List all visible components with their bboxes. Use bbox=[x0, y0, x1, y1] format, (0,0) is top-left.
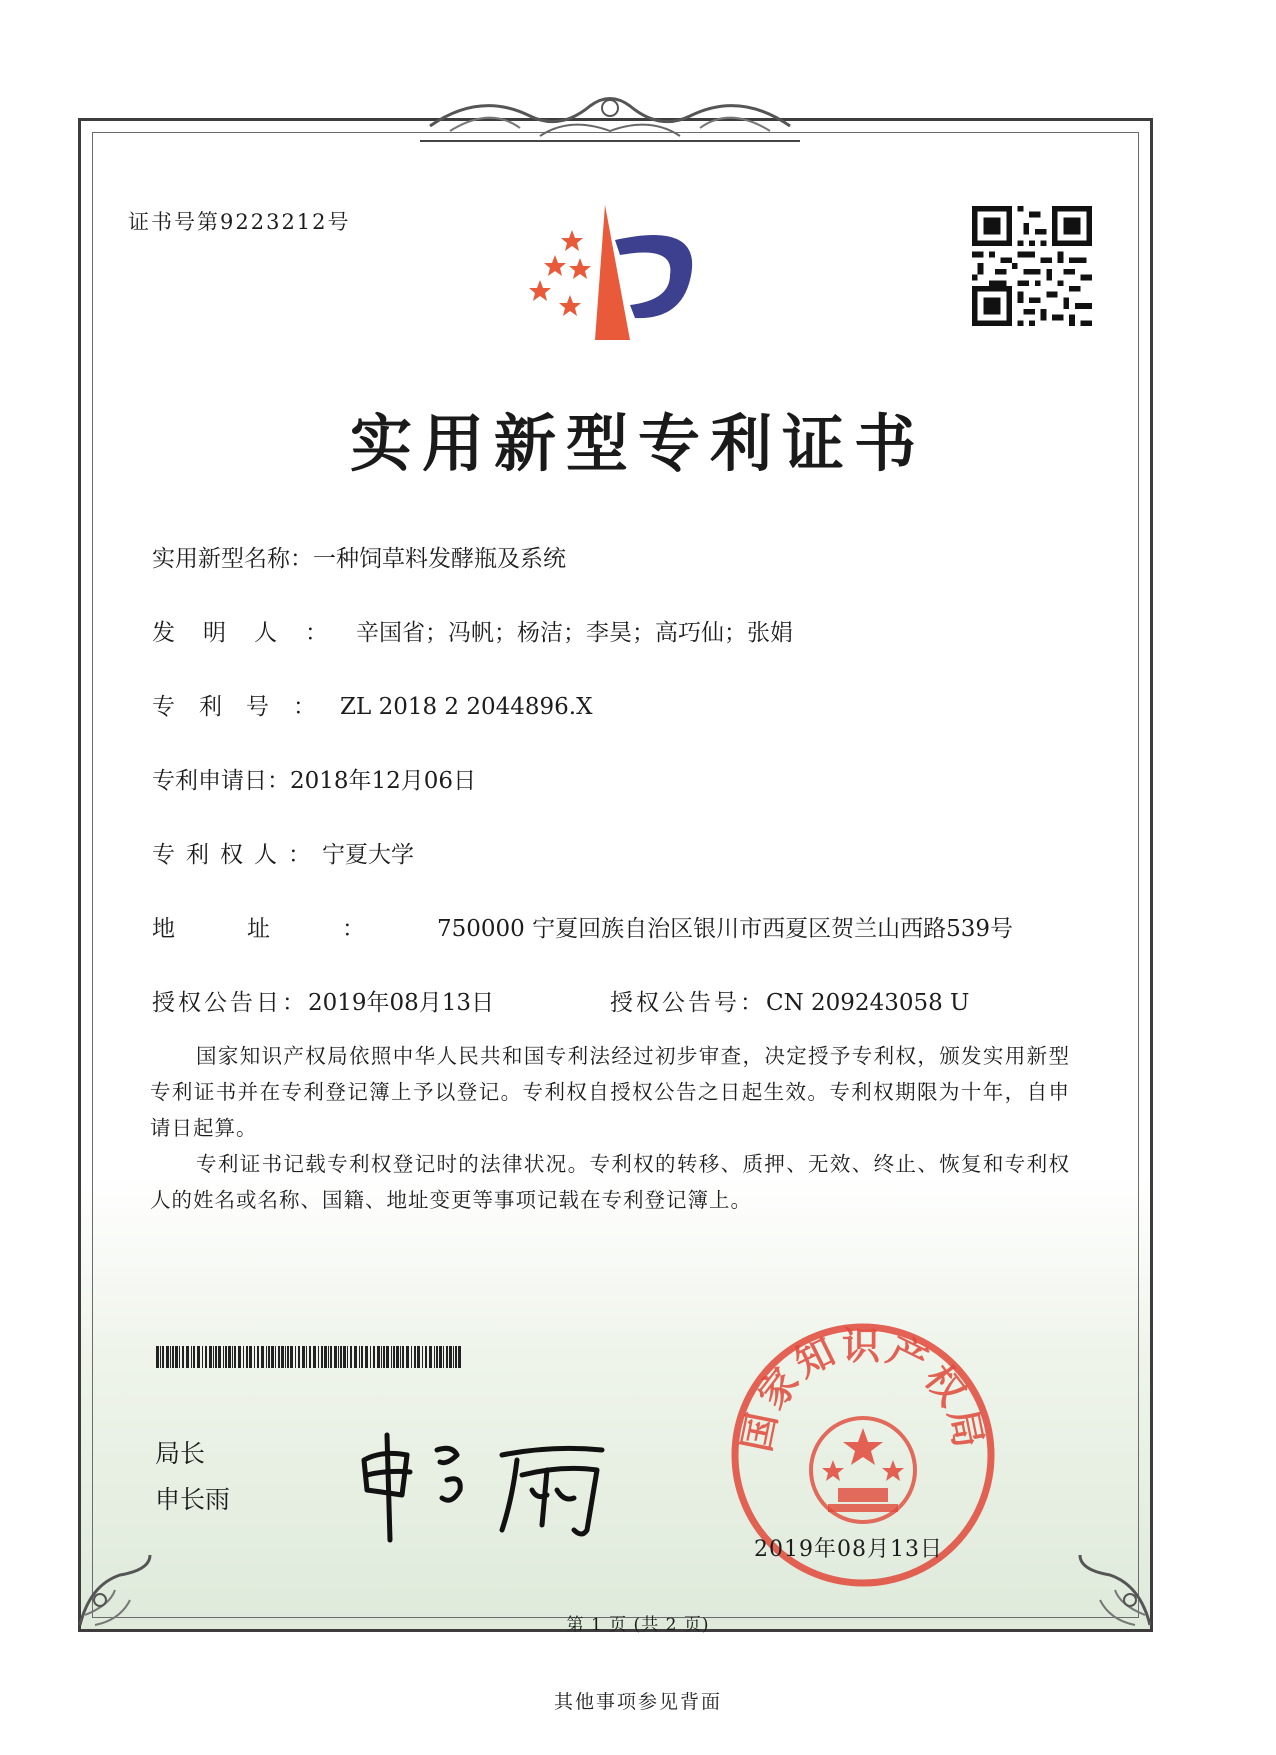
field-label: 实用新型名称： bbox=[152, 546, 313, 572]
field-value: CN 209243058 U bbox=[766, 990, 970, 1016]
body-paragraph-1: 国家知识产权局依照中华人民共和国专利法经过初步审查，决定授予专利权，颁发实用新型专利证书并在专利登记簿上予以登记。专利权自授权公告之日起生效。专利权期限为十年，自申请日起算。 bbox=[150, 1044, 1070, 1140]
field-application-date bbox=[152, 762, 476, 795]
field-label: 专利权人： bbox=[152, 842, 322, 868]
director-title: 局长 bbox=[155, 1439, 206, 1468]
field-inventors bbox=[152, 614, 793, 647]
field-value: 2019年08月13日 bbox=[308, 990, 495, 1016]
body-paragraph-2: 专利证书记载专利权登记时的法律状况。专利权的转移、质押、无效、终止、恢复和专利权人的姓名或名称、国籍、地址变更等事项记载在专利登记簿上。 bbox=[150, 1152, 1070, 1212]
field-patent-number bbox=[152, 688, 592, 721]
barcode-icon bbox=[156, 1346, 464, 1368]
field-value: 2018年12月06日 bbox=[290, 768, 477, 794]
cnipa-logo-icon bbox=[510, 200, 710, 350]
field-label: 发明人： bbox=[152, 620, 356, 646]
svg-text:国家知识产权局: 国家知识产权局 bbox=[734, 1323, 992, 1456]
signature-icon bbox=[352, 1420, 622, 1550]
field-label: 授权公告日： bbox=[152, 990, 308, 1016]
field-value: ZL 2018 2 2044896.X bbox=[340, 694, 593, 720]
field-value: 辛国省；冯帆；杨洁；李昊；高巧仙；张娟 bbox=[356, 620, 793, 646]
certificate-number: 证书号第9223212号 bbox=[128, 210, 351, 234]
field-value: 750000 宁夏回族自治区银川市西夏区贺兰山西路539号 bbox=[437, 916, 1014, 942]
field-label: 授权公告号： bbox=[610, 990, 766, 1016]
footer-note: 其他事项参见背面 bbox=[553, 1691, 722, 1713]
field-label: 专利号： bbox=[152, 694, 340, 720]
field-value: 一种饲草料发酵瓶及系统 bbox=[313, 546, 566, 572]
field-patentee bbox=[152, 836, 414, 869]
document-title: 实用新型专利证书 bbox=[349, 407, 926, 480]
field-label: 专利申请日： bbox=[152, 768, 290, 794]
field-utility-model-name bbox=[152, 540, 566, 573]
field-grant-announcement-number bbox=[610, 984, 969, 1017]
field-grant-announcement-date bbox=[152, 984, 494, 1017]
seal-date: 2019年08月13日 bbox=[754, 1537, 943, 1562]
field-label: 地址： bbox=[152, 916, 437, 942]
field-value: 宁夏大学 bbox=[322, 842, 414, 868]
field-address bbox=[152, 910, 1013, 943]
top-ornament-icon bbox=[420, 86, 800, 146]
page-indicator: 第 1 页 (共 2 页) bbox=[566, 1615, 710, 1635]
director-name: 申长雨 bbox=[155, 1485, 231, 1514]
qr-code-icon bbox=[972, 206, 1092, 326]
